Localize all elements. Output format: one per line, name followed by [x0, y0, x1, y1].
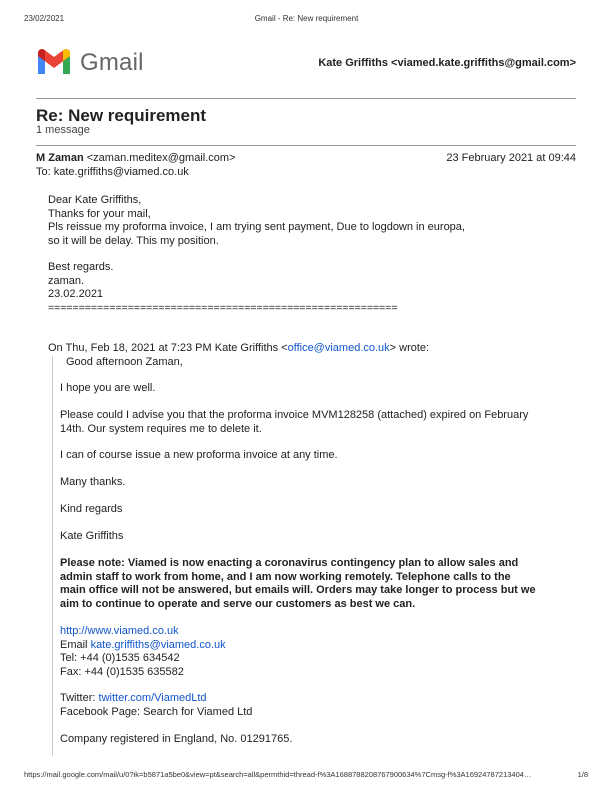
sender-email: <zaman.meditex@gmail.com>: [86, 152, 236, 164]
quoted-paragraph: Kind regards: [60, 503, 123, 515]
signoff: [48, 261, 398, 315]
sender: [36, 152, 235, 166]
contingency-notice: [60, 557, 536, 611]
company-registration: Company registered in England, No. 01291765.: [60, 733, 293, 745]
quote-author-email-link[interactable]: office@viamed.co.uk: [287, 342, 390, 354]
facebook-line: Facebook Page: Search for Viamed Ltd: [60, 705, 253, 718]
print-date: 23/02/2021: [24, 14, 65, 23]
quoted-paragraph: Kate Griffiths: [60, 530, 124, 542]
social-block: [60, 692, 252, 719]
quoted-line: 14th. Our system requires me to delete it.: [60, 422, 262, 435]
notice-line: aim to continue to operate and serve our customers as best we can.: [60, 597, 416, 610]
fax-line: Fax: +44 (0)1535 635582: [60, 665, 184, 678]
gmail-logo-text: Gmail: [80, 49, 144, 76]
twitter-row: [60, 692, 252, 706]
header-divider: [36, 98, 576, 99]
signoff-line: zaman.: [48, 274, 85, 287]
quoted-paragraph: I can of course issue a new proforma invoice at any time.: [60, 449, 338, 461]
quoted-paragraph: I hope you are well.: [60, 382, 156, 394]
notice-line: main office will not be answered, but emails will. Orders may take longer to process but we: [60, 584, 536, 596]
body-line: so it will be delay. This my position.: [48, 234, 219, 247]
print-title: Gmail - Re: New requirement: [254, 14, 359, 23]
tel-line: Tel: +44 (0)1535 634542: [60, 652, 180, 664]
quote-intro-prefix: On Thu, Feb 18, 2021 at 7:23 PM Kate Griffiths <: [48, 342, 288, 354]
quoted-paragraph: Many thanks.: [60, 476, 126, 488]
email-link[interactable]: kate.griffiths@viamed.co.uk: [90, 638, 226, 651]
notice-line: admin staff to work from home, and I am now working remotely. Telephone calls to the: [60, 570, 511, 583]
recipient: To: kate.griffiths@viamed.co.uk: [36, 166, 189, 178]
quote-intro: [48, 342, 429, 356]
quoted-line: Please could I advise you that the proforma invoice MVM128258 (attached) expired on February: [60, 409, 529, 421]
quoted-greeting: Good afternoon Zaman,: [66, 356, 183, 368]
signoff-line: Best regards.: [48, 261, 114, 273]
notice-line: Please note: Viamed is now enacting a coronavirus contingency plan to allow sales and: [60, 557, 519, 569]
signoff-line: 23.02.2021: [48, 288, 104, 300]
sender-name: M Zaman: [36, 152, 84, 164]
body-line: Pls reissue my proforma invoice, I am trying sent payment, Due to logdown in europa,: [48, 221, 465, 233]
subject-divider: [36, 145, 576, 146]
footer-url: https://mail.google.com/mail/u/0?ik=b5871a5be0&view=pt&search=all&permthid=thread-f%3A1688788208767900634%7Cmsg-f%3A16924787213404…: [24, 770, 532, 779]
message-count: 1 message: [36, 124, 90, 136]
twitter-link[interactable]: twitter.com/ViamedLtd: [98, 692, 207, 704]
email-label: Email: [60, 638, 91, 651]
page-number: 1/8: [577, 770, 588, 779]
thread-subject: Re: New requirement: [36, 106, 207, 125]
website-link[interactable]: http://www.viamed.co.uk: [60, 625, 179, 637]
twitter-label: Twitter:: [60, 692, 99, 704]
contact-block: [60, 625, 226, 679]
account-label: Kate Griffiths <viamed.kate.griffiths@gmail.com>: [318, 57, 576, 69]
quoted-paragraph: [60, 409, 528, 436]
email-row: [60, 639, 226, 653]
body-line: Thanks for your mail,: [48, 207, 151, 220]
quote-bar: [52, 356, 53, 756]
quote-intro-suffix: > wrote:: [389, 342, 430, 354]
gmail-logo-icon: [36, 48, 72, 76]
body-line: Dear Kate Griffiths,: [48, 194, 142, 206]
message-date: 23 February 2021 at 09:44: [446, 152, 576, 164]
separator-line: =========================================================: [48, 301, 398, 314]
message-body: [48, 194, 465, 248]
